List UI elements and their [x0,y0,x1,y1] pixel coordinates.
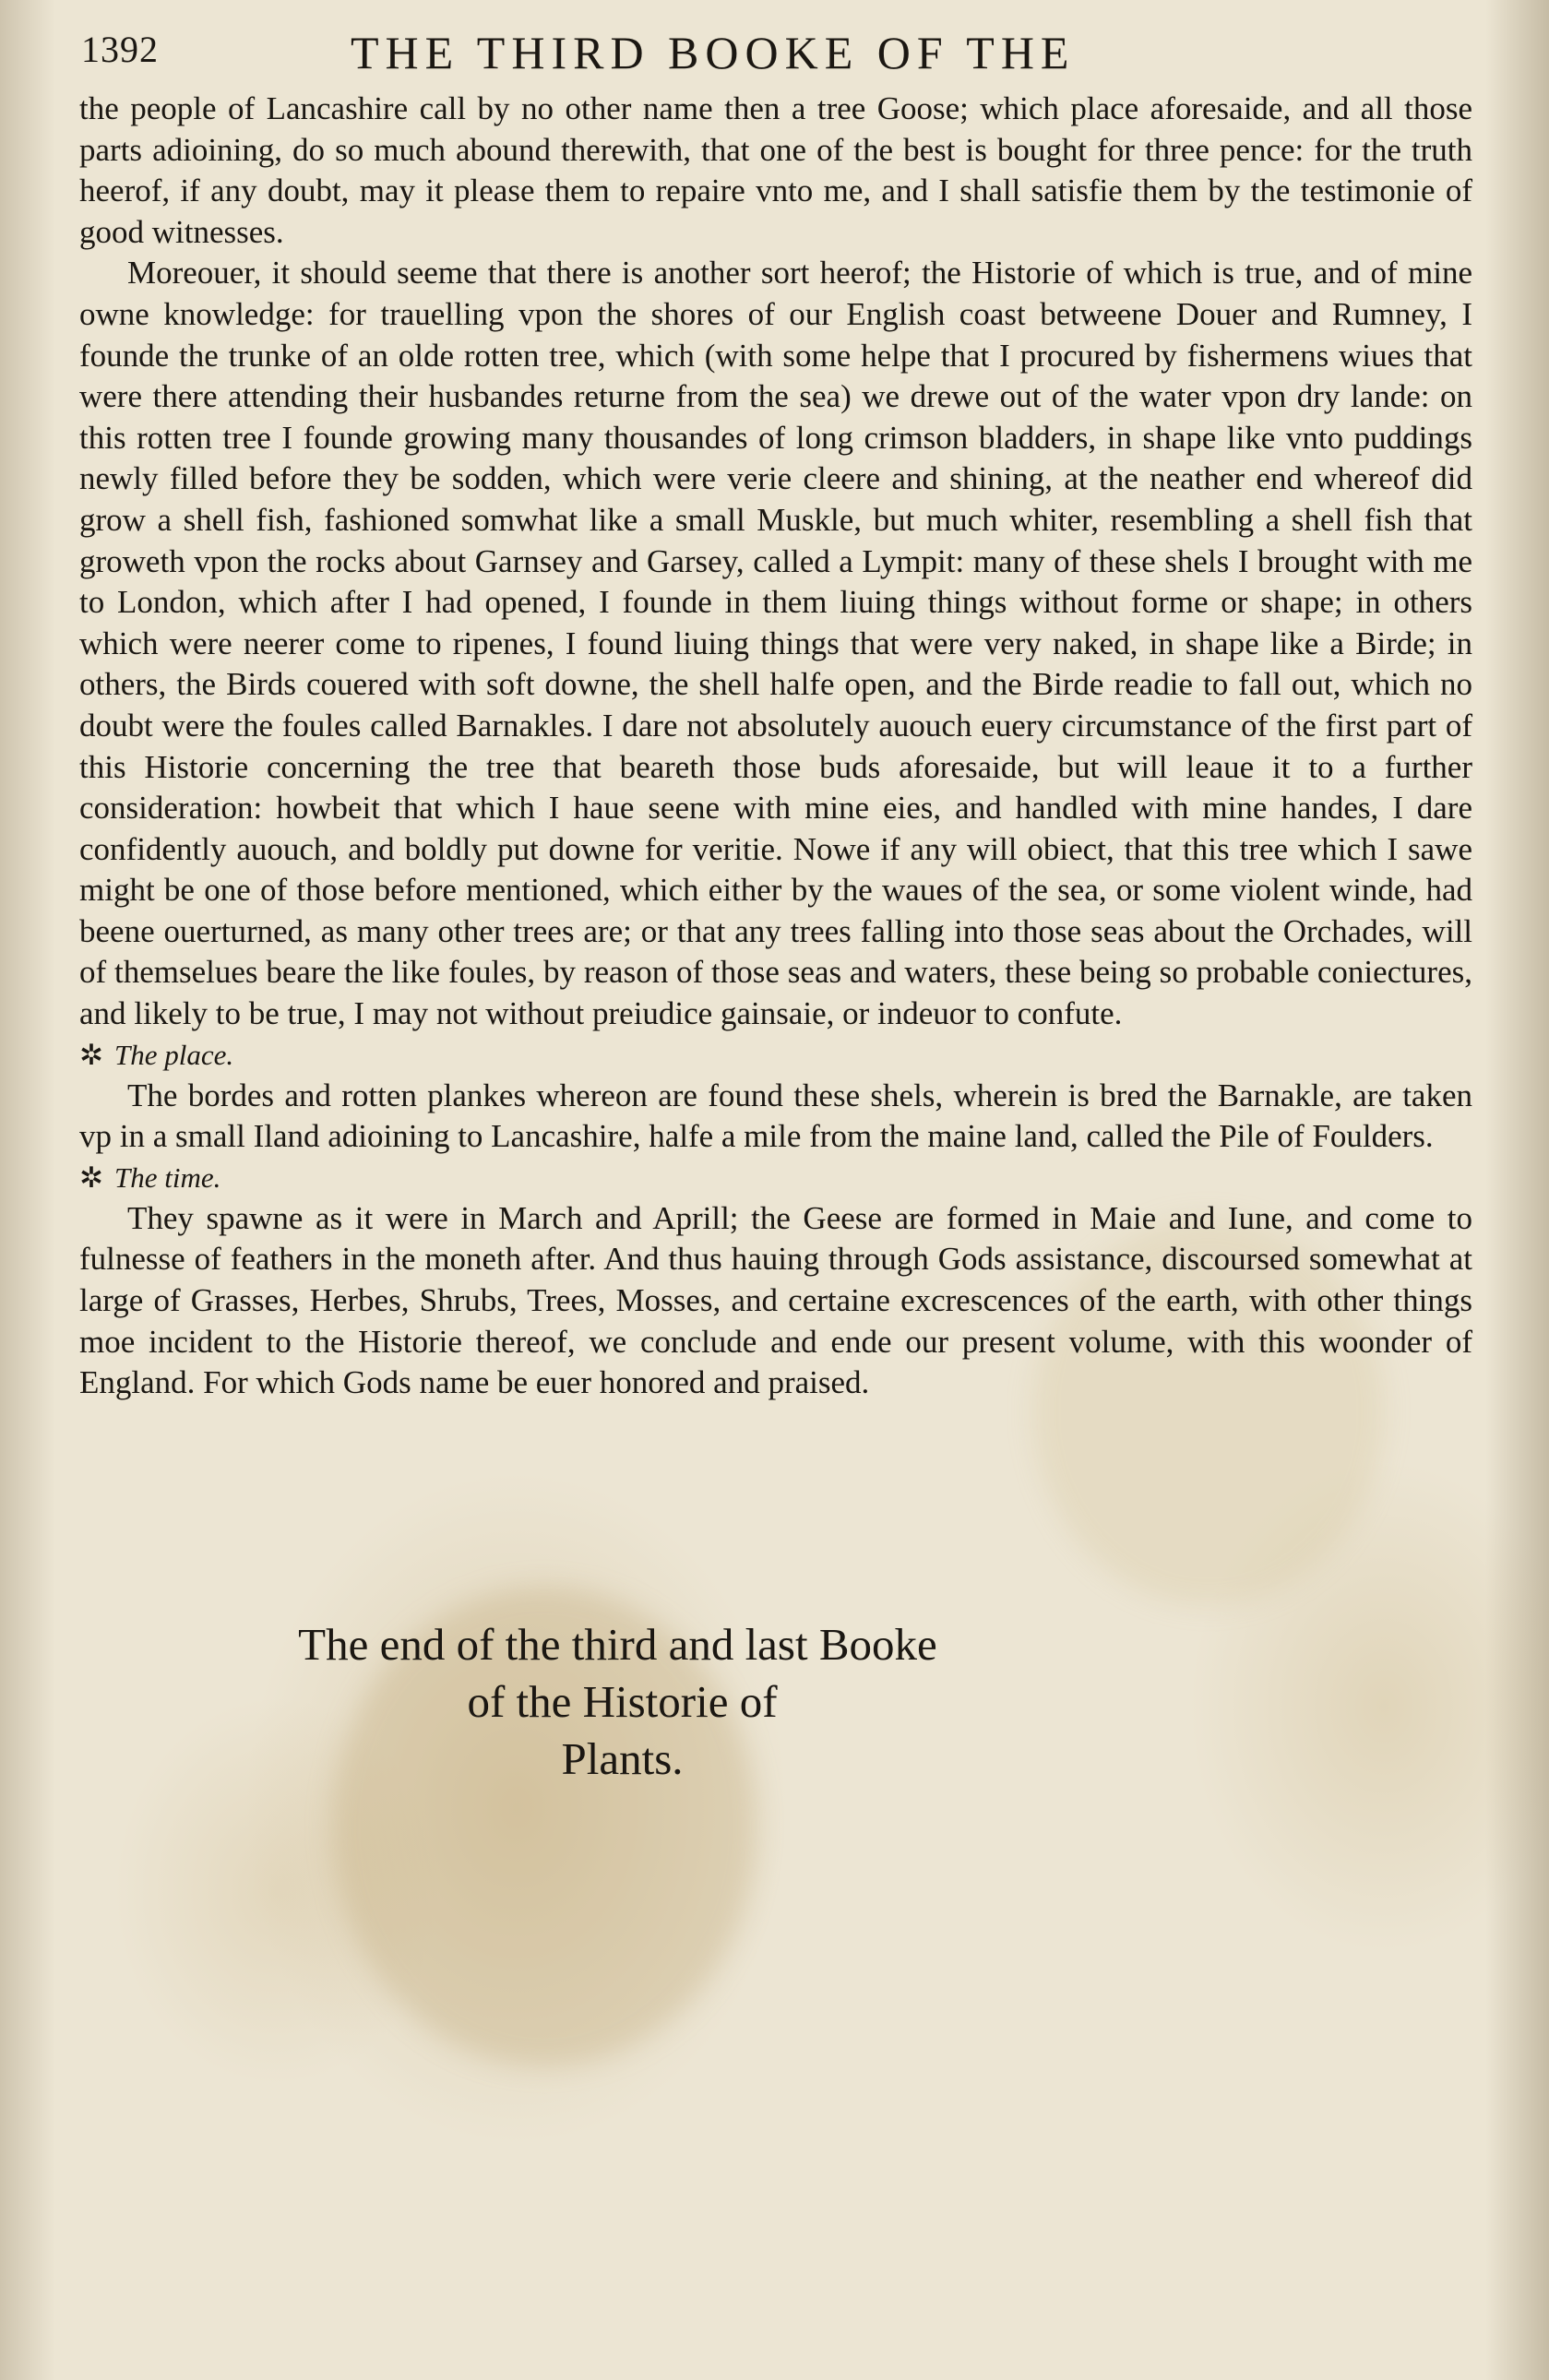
paragraph: Moreouer, it should seeme that there is another sort heerof; the Historie of which is true, and of mine owne knowledge: for trauelling vpon the shores of our English coast betweene Douer and Rumney, I founde the trunke of an olde rotten tree, which (with some helpe that I procured by fishermens wiues that were there attending their husbandes returne from the sea) we drewe out of the water vpon dry lande: on this rotten tree I founde growing many thousandes of long crimson bladders, in shape like vnto puddings newly filled before they be sodden, which were verie cleere and shining, at the neather end whereof did grow a shell fish, fashioned somwhat like a small Muskle, but much whiter, resembling a shell fish that groweth vpon the rocks about Garnsey and Garsey, called a Lympit: many of these shels I brought with me to London, which after I had opened, I founde in them liuing things without forme or shape; in others which were neerer come to ripenes, I found liuing things that were very naked, in shape like a Birde; in others, the Birds couered with soft downe, the shell halfe open, and the Birde readie to fall out, which no doubt were the foules called Barnakles. I dare not absolutely auouch euery circumstance of the first part of this Historie concerning the tree that beareth those buds aforesaide, but will leaue it to a further consideration: howbeit that which I haue seene with mine eies, and handled with mine handes, I dare confidently auouch, and boldly put downe for veritie. Nowe if any will obiect, that this tree which I sawe might be one of those before mentioned, which either by the waues of the sea, or some violent winde, had beene ouerturned, as many other trees are; or that any trees falling into those seas about the Orchades, will of themselues beare the like foules, by reason of those seas and waters, these being so probable coniectures, and likely to be true, I may not without preiudice gainsaie, or indeuor to confute. [79,255,1472,1032]
section-heading-time [79,1158,1472,1198]
section-heading-label: The place. [113,1038,234,1071]
paragraph: The bordes and rotten plankes whereon are found these shels, wherein is bred the Barnakle, are taken vp in a small Iland adioining to Lancashire, halfe a mile from the maine land, called the Pile of Foulders. [79,1077,1472,1155]
section-heading-place [79,1035,1472,1076]
section-heading-label: The time. [113,1160,221,1194]
colophon-line: of the Historie of [467,1676,778,1727]
colophon [0,1616,1549,1788]
colophon-line: Plants. [561,1733,684,1784]
paragraph: They spawne as it were in March and Aprill; the Geese are formed in Maie and Iune, and come to fulnesse of feathers in the moneth after. And thus hauing through Gods assistance, discoursed somewhat at large of Grasses, Herbes, Shrubs, Trees, Mosses, and certaine excrescences of the earth, with other things moe incident to the Historie thereof, we conclude and ende our present volume, with this woonder of England. For which Gods name be euer honored and praised. [79,1199,1472,1401]
running-head: THE THIRD BOOKE OF THE [351,27,1076,78]
ornament-icon: ✲ [79,1160,103,1194]
ornament-icon: ✲ [79,1038,103,1071]
colophon-line: The end of the third and last Booke [298,1619,937,1670]
page-header [65,20,1504,85]
page-number: 1392 [81,29,159,70]
paragraph: the people of Lancashire call by no other name then a tree Goose; which place aforesaide, and all those parts adioining, do so much abound therewith, that one of the best is bought for three pence: for the truth heerof, if any doubt, may it please them to repaire vnto me, and I shall satisfie them by the testimonie of good witnesses. [79,90,1472,250]
body-text [79,89,1472,1404]
